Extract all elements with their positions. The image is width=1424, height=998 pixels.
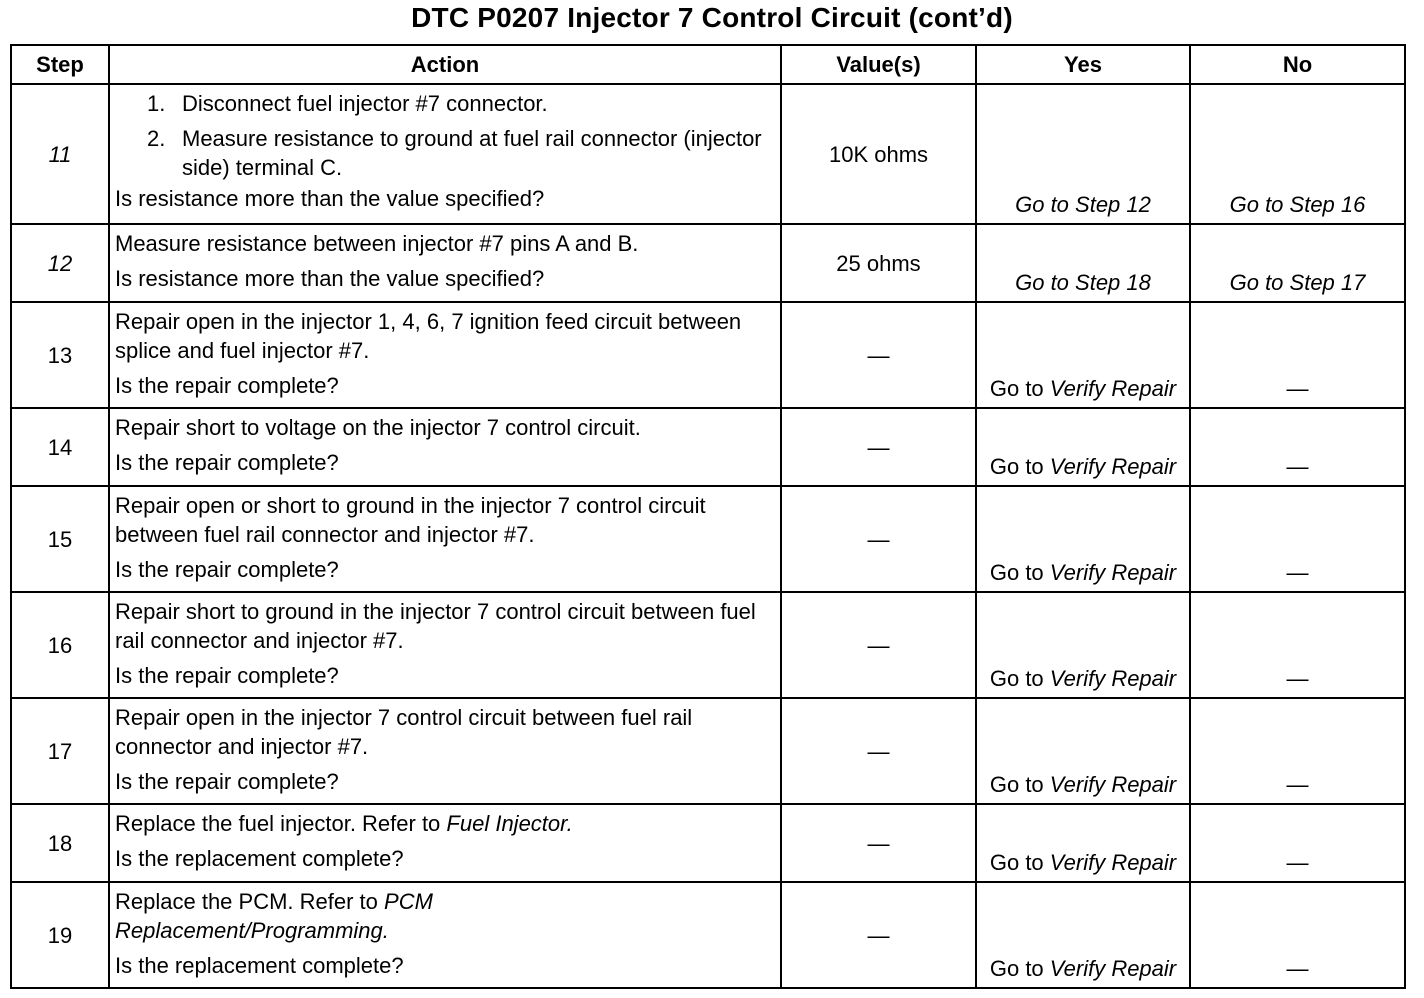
action-question: Is resistance more than the value specified?: [115, 186, 545, 211]
value-cell: —: [781, 882, 976, 988]
no-cell: —: [1190, 408, 1405, 486]
yes-cell: [976, 592, 1190, 698]
yes-cell: [976, 804, 1190, 882]
yes-cell: [976, 882, 1190, 988]
step-number: 12: [11, 224, 109, 302]
yes-cell: Go to Step 12: [976, 84, 1190, 224]
yes-cell: [976, 486, 1190, 592]
value-cell: —: [781, 804, 976, 882]
table-row-step-18: [11, 804, 1405, 882]
no-cell: —: [1190, 302, 1405, 408]
header-action: Action: [109, 45, 781, 84]
value-cell: —: [781, 592, 976, 698]
action-question: Is the repair complete?: [115, 557, 339, 582]
table-row-step-15: [11, 486, 1405, 592]
step-number: 11: [11, 84, 109, 224]
no-cell: Go to Step 16: [1190, 84, 1405, 224]
action-text: Disconnect fuel injector #7 connector.: [182, 91, 548, 116]
step-number: 13: [11, 302, 109, 408]
header-values: Value(s): [781, 45, 976, 84]
table-row-step-11: [11, 84, 1405, 224]
table-row-step-16: [11, 592, 1405, 698]
verify-repair-link: Verify Repair: [1049, 850, 1177, 875]
action-text: Repair open in the injector 7 control circuit between fuel rail connector and injector #7.: [115, 705, 693, 759]
value-cell: —: [781, 408, 976, 486]
no-cell: —: [1190, 486, 1405, 592]
header-no: No: [1190, 45, 1405, 84]
action-cell: [109, 698, 781, 804]
action-question: Is the repair complete?: [115, 769, 339, 794]
action-cell: [109, 224, 781, 302]
fuel-injector-reference: Fuel Injector.: [446, 811, 573, 836]
table-row-step-12: [11, 224, 1405, 302]
verify-repair-link: Verify Repair: [1049, 956, 1177, 981]
diagnostic-table: [10, 44, 1406, 989]
table-row-step-17: [11, 698, 1405, 804]
page-title: DTC P0207 Injector 7 Control Circuit (cont’d): [411, 2, 1013, 33]
yes-prefix: Go to: [989, 376, 1050, 401]
action-prefix: Replace the fuel injector. Refer to: [115, 811, 447, 836]
value-cell: 10K ohms: [781, 84, 976, 224]
yes-prefix: Go to: [989, 772, 1050, 797]
no-cell: —: [1190, 698, 1405, 804]
action-text: [115, 809, 774, 838]
action-list-item: [115, 89, 774, 118]
action-question: Is the replacement complete?: [115, 953, 404, 978]
action-text: Measure resistance to ground at fuel rail connector (injector side) terminal C.: [182, 126, 762, 180]
yes-prefix: Go to: [989, 666, 1050, 691]
action-text: Repair open or short to ground in the injector 7 control circuit between fuel rail connector and injector #7.: [115, 493, 706, 547]
table-row-step-14: [11, 408, 1405, 486]
action-text: Measure resistance between injector #7 pins A and B.: [115, 231, 639, 256]
no-cell: Go to Step 17: [1190, 224, 1405, 302]
action-question: Is the replacement complete?: [115, 846, 404, 871]
step-number: 14: [11, 408, 109, 486]
action-text: Repair open in the injector 1, 4, 6, 7 ignition feed circuit between splice and fuel injector #7.: [115, 309, 742, 363]
yes-prefix: Go to: [989, 560, 1050, 585]
step-number: 16: [11, 592, 109, 698]
action-cell: [109, 408, 781, 486]
action-text: Repair short to voltage on the injector 7 control circuit.: [115, 415, 641, 440]
value-cell: 25 ohms: [781, 224, 976, 302]
action-cell: [109, 84, 781, 224]
action-cell: [109, 804, 781, 882]
header-step: Step: [11, 45, 109, 84]
action-question: Is the repair complete?: [115, 450, 339, 475]
action-prefix: Replace the PCM. Refer to: [115, 889, 385, 914]
yes-prefix: Go to: [989, 956, 1050, 981]
header-yes: Yes: [976, 45, 1190, 84]
table-row-step-19: [11, 882, 1405, 988]
value-cell: —: [781, 302, 976, 408]
yes-cell: [976, 408, 1190, 486]
value-cell: —: [781, 486, 976, 592]
no-cell: —: [1190, 592, 1405, 698]
action-list-item: [115, 124, 774, 182]
action-cell: [109, 592, 781, 698]
action-cell: [109, 486, 781, 592]
step-number: 17: [11, 698, 109, 804]
yes-cell: [976, 302, 1190, 408]
yes-cell: [976, 698, 1190, 804]
action-question: Is the repair complete?: [115, 373, 339, 398]
table-row-step-13: [11, 302, 1405, 408]
verify-repair-link: Verify Repair: [1049, 666, 1177, 691]
no-cell: —: [1190, 882, 1405, 988]
step-number: 19: [11, 882, 109, 988]
verify-repair-link: Verify Repair: [1049, 772, 1177, 797]
no-cell: —: [1190, 804, 1405, 882]
value-cell: —: [781, 698, 976, 804]
yes-cell: Go to Step 18: [976, 224, 1190, 302]
action-question: Is resistance more than the value specified?: [115, 266, 545, 291]
action-list: [115, 89, 774, 182]
yes-prefix: Go to: [989, 454, 1050, 479]
action-text: Repair short to ground in the injector 7 control circuit between fuel rail connector and injector #7.: [115, 599, 756, 653]
action-question: Is the repair complete?: [115, 663, 339, 688]
yes-prefix: Go to: [989, 850, 1050, 875]
step-number: 15: [11, 486, 109, 592]
action-cell: [109, 302, 781, 408]
action-cell: [109, 882, 781, 988]
action-text: [115, 887, 495, 945]
verify-repair-link: Verify Repair: [1049, 376, 1177, 401]
list-number: 1.: [147, 91, 166, 116]
header-row: [11, 45, 1405, 84]
step-number: 18: [11, 804, 109, 882]
list-number: 2.: [147, 126, 166, 151]
pcm-replacement-reference: PCM Replacement/Programming.: [115, 889, 433, 943]
verify-repair-link: Verify Repair: [1049, 560, 1177, 585]
verify-repair-link: Verify Repair: [1049, 454, 1177, 479]
